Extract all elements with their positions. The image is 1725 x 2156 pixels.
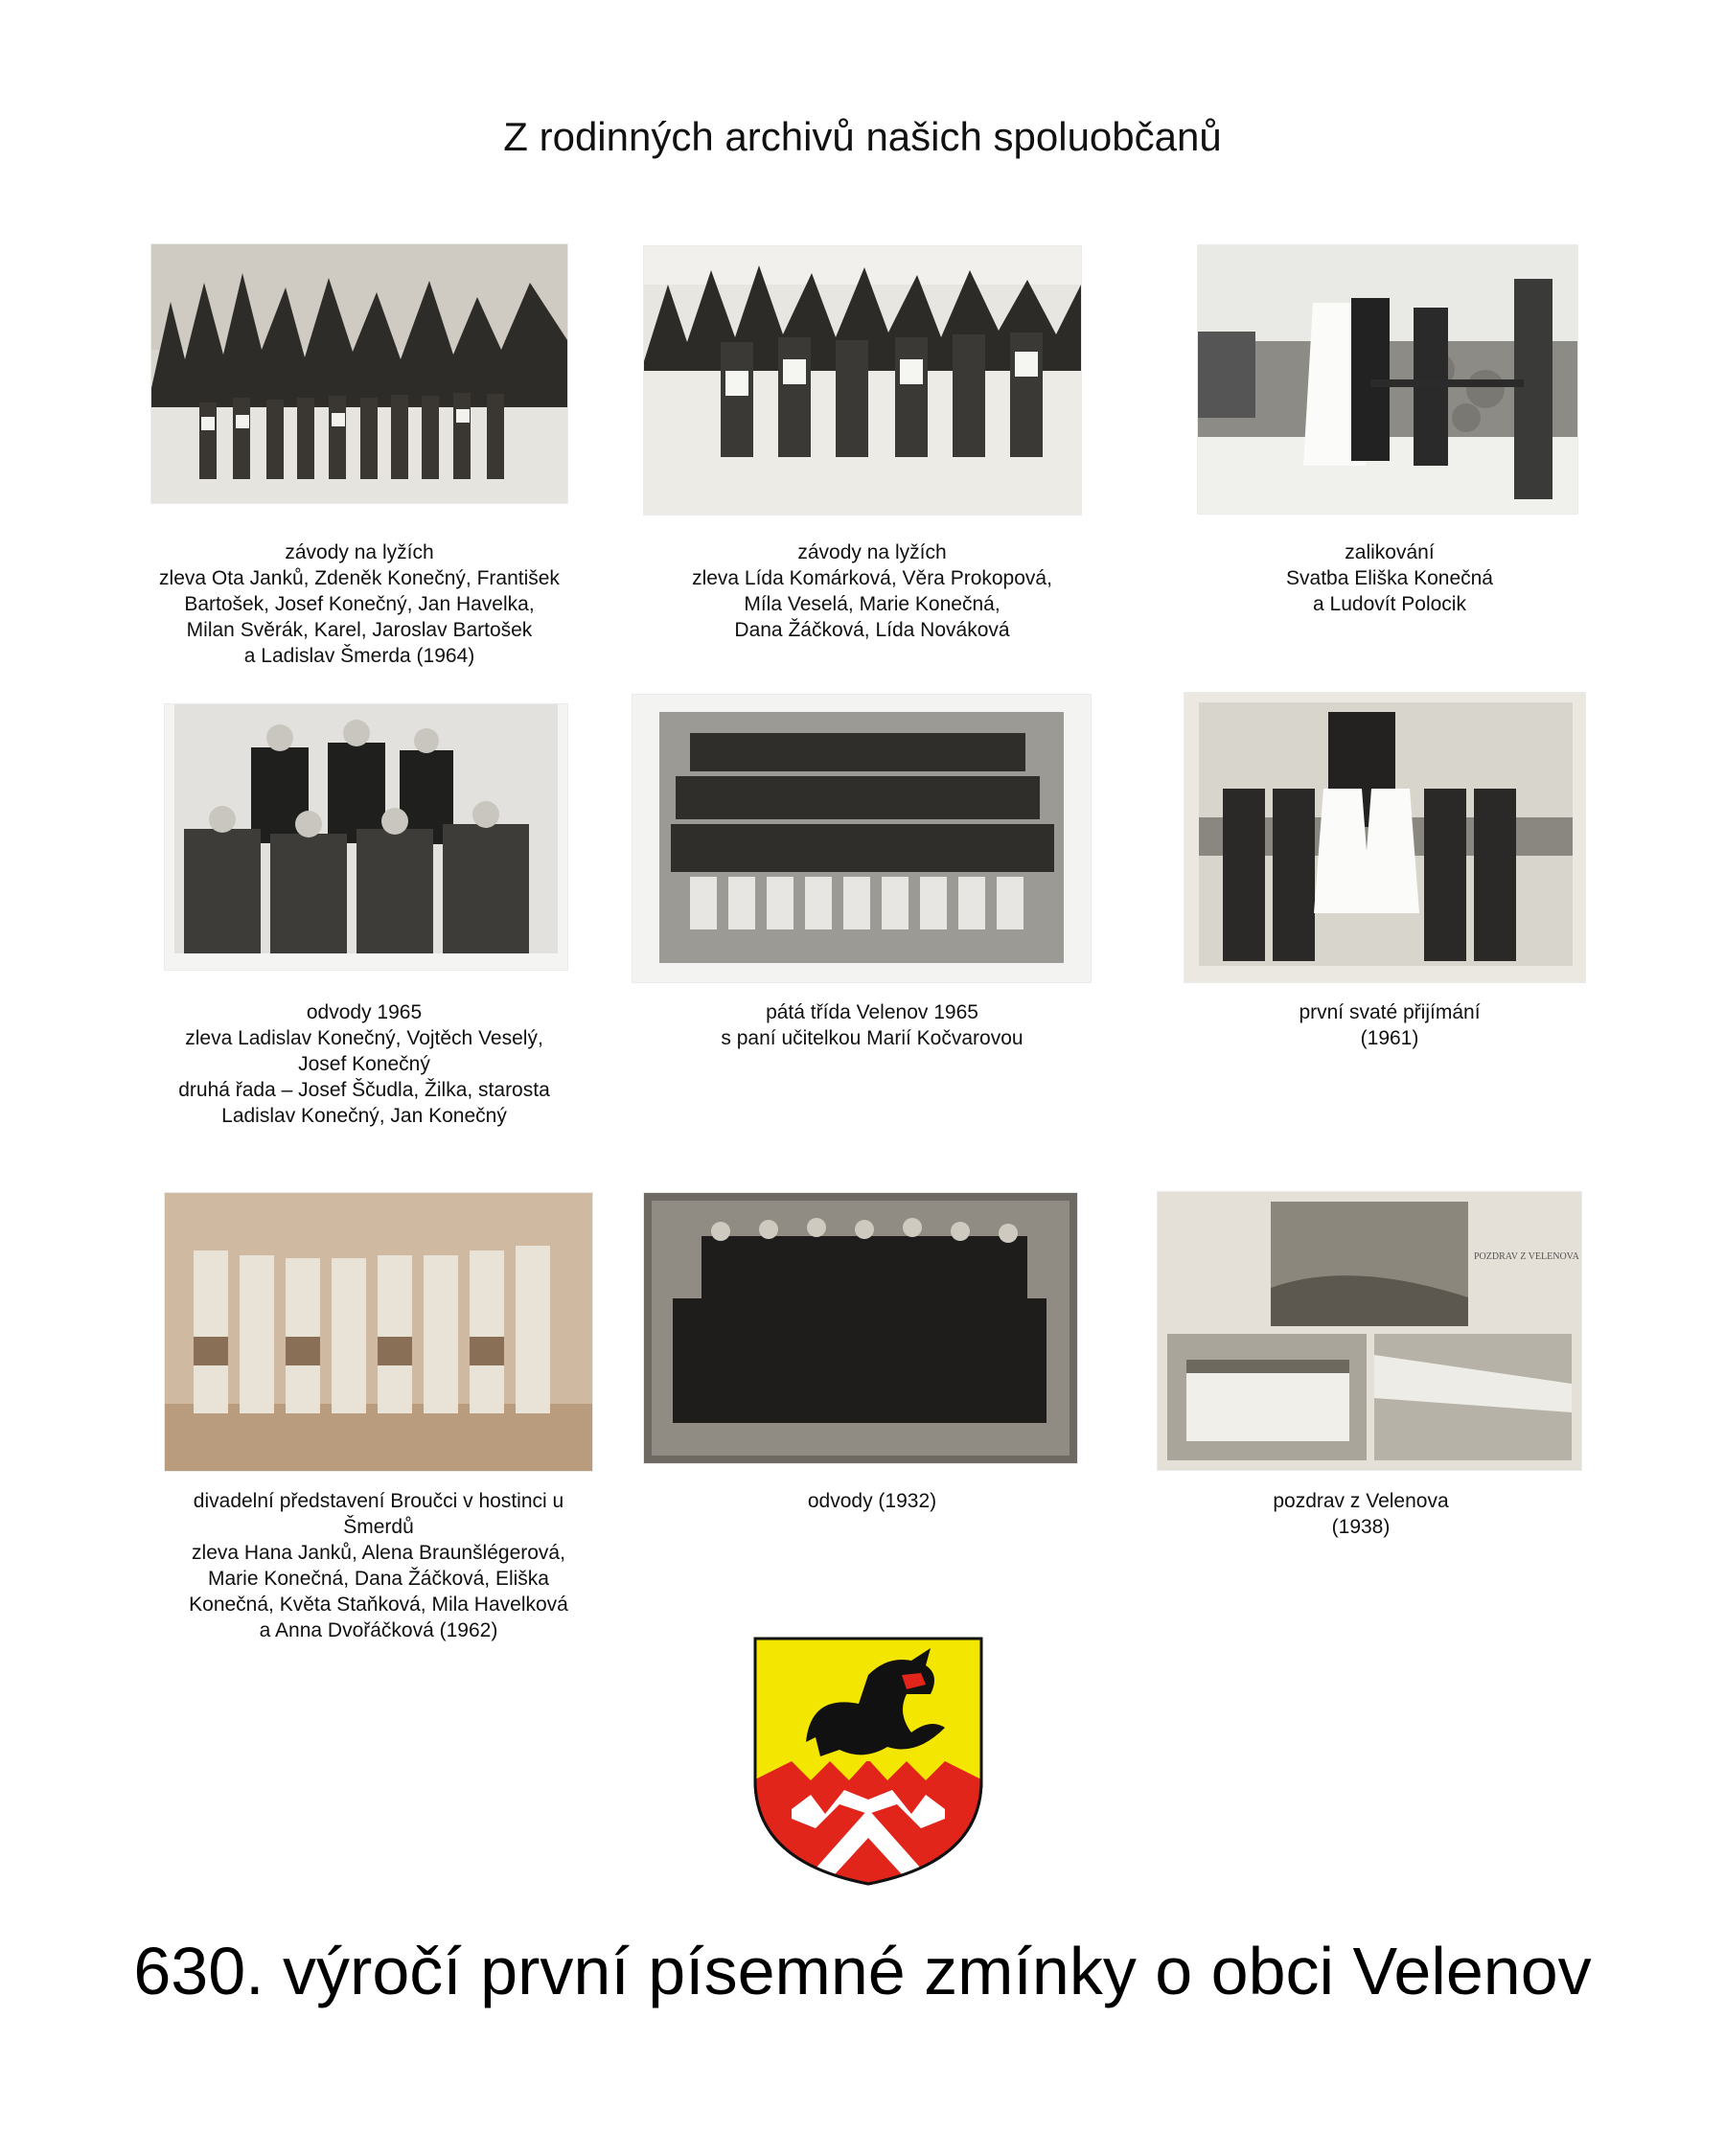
caption-line: první svaté přijímání: [1299, 1001, 1481, 1023]
caption-line: Svatba Eliška Konečná: [1286, 567, 1493, 589]
caption-line: odvody 1965: [306, 1001, 423, 1023]
caption-line: Josef Konečný: [298, 1053, 430, 1075]
caption-line: odvody (1932): [807, 1490, 937, 1512]
photo-ski-race-girls: [644, 246, 1081, 515]
caption-line: s paní učitelkou Marií Kočvarovou: [721, 1027, 1024, 1049]
photo-fifth-class-1965: [632, 695, 1091, 982]
caption-line: Šmerdů: [343, 1516, 414, 1538]
caption-line: zleva Lída Komárková, Věra Prokopová,: [692, 567, 1052, 589]
photo-conscription-1965: [165, 704, 567, 970]
photo-postcard-velenov: [1158, 1192, 1581, 1470]
caption-line: a Ludovít Polocik: [1313, 593, 1466, 615]
caption-conscription-1932: [652, 1488, 1092, 1514]
photo-conscription-1932: [644, 1193, 1077, 1463]
page-title: Z rodinných archivů našich spoluobčanů: [503, 114, 1222, 159]
caption-line: (1961): [1360, 1027, 1419, 1049]
photo-first-communion: [1184, 693, 1585, 982]
caption-line: Míla Veselá, Marie Konečná,: [744, 593, 1000, 615]
caption-ski-race-girls: [652, 539, 1092, 643]
velenov-coat-of-arms: [753, 1637, 983, 1886]
caption-postcard-velenov: [1160, 1488, 1562, 1540]
caption-conscription-1965: [144, 999, 585, 1129]
caption-line: a Ladislav Šmerda (1964): [243, 645, 475, 667]
caption-line: závody na lyžích: [285, 541, 434, 563]
caption-line: závody na lyžích: [797, 541, 947, 563]
caption-line: pozdrav z Velenova: [1273, 1490, 1449, 1512]
caption-line: Ladislav Konečný, Jan Konečný: [221, 1105, 507, 1127]
caption-theatre-broucci: [153, 1488, 604, 1643]
postcard-greeting-text: POZDRAV Z VELENOVA: [1474, 1251, 1579, 1262]
caption-line: zleva Ladislav Konečný, Vojtěch Veselý,: [185, 1027, 543, 1049]
caption-line: Dana Žáčková, Lída Nováková: [734, 619, 1010, 641]
caption-line: pátá třída Velenov 1965: [766, 1001, 978, 1023]
caption-line: Marie Konečná, Dana Žáčková, Eliška: [207, 1568, 549, 1590]
photo-wedding: [1198, 245, 1577, 514]
caption-line: Milan Svěrák, Karel, Jaroslav Bartošek: [186, 619, 533, 641]
photo-ski-race-boys: [151, 244, 567, 503]
caption-line: Bartošek, Josef Konečný, Jan Havelka,: [184, 593, 535, 615]
photo-theatre-broucci: [165, 1193, 592, 1471]
caption-line: zalikování: [1345, 541, 1435, 563]
caption-line: zleva Hana Janků, Alena Braunšlégerová,: [192, 1542, 565, 1564]
footer-anniversary-title: 630. výročí první písemné zmínky o obci Velenov: [133, 1934, 1592, 2008]
caption-line: divadelní představení Broučci v hostinci u: [193, 1490, 564, 1512]
caption-fifth-class-1965: [652, 999, 1092, 1051]
caption-line: (1938): [1331, 1516, 1391, 1538]
caption-ski-race-boys: [134, 539, 585, 669]
caption-line: Konečná, Květa Staňková, Mila Havelková: [189, 1594, 568, 1616]
caption-line: zleva Ota Janků, Zdeněk Konečný, František: [159, 567, 560, 589]
caption-line: druhá řada – Josef Ščudla, Žilka, starosta: [178, 1079, 550, 1101]
caption-line: a Anna Dvořáčková (1962): [259, 1619, 498, 1641]
caption-first-communion: [1188, 999, 1591, 1051]
caption-wedding: [1188, 539, 1591, 617]
